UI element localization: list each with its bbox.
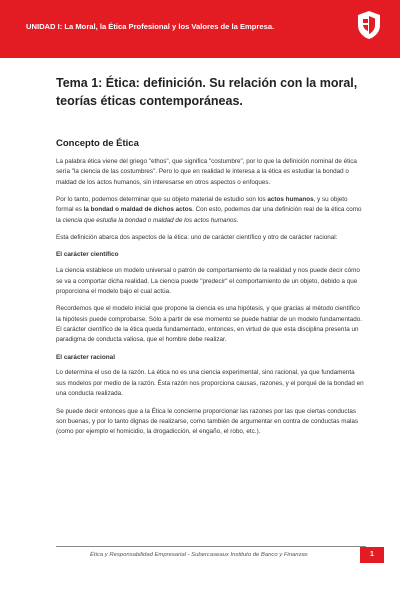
emphasis-italic: ciencia que estudia la bondad o maldad de los actos humanos (62, 216, 237, 224)
subheading-cientifico: El carácter científico (56, 251, 119, 259)
subheading-racional: El carácter racional (56, 353, 115, 361)
paragraph: Recordemos que el modelo inicial que propone la ciencia es una hipótesis, y que gracias al método científico la hipótesis puede comprobarse. Sólo a partir de ese momento se puede hablar de un modelo fundamentado. El carácter científico de la ética queda fundamentado, entonces, en virtud de que esta disciplina presenta un paradigma de conducta valiosa, que el hombre debe realizar. (56, 305, 362, 344)
paragraph: Esta definición abarca dos aspectos de la ética: uno de carácter científico y otro de carácter racional: (56, 234, 338, 242)
footer-divider (56, 546, 366, 547)
paragraph: Se puede decir entonces que a la Ética le concierne proporcionar las razones por las que ciertas conductas son buenas, y por lo tanto dignas de realizarse, como también de argumentar en contra de conductas malas (como por ejemplo el homicidio, la drogadicción, el engaño, el robo, etc.). (56, 407, 359, 436)
footer-text: Ética y Responsabilidad Empresarial - Subercaseaux Instituto de Banco y Finanzas (90, 552, 308, 558)
section-title: Concepto de Ética (56, 138, 139, 149)
text-run: . Con esto, podemos dar una definición real de la ética como la (56, 206, 362, 224)
text-run: Por lo tanto, podemos determinar que su objeto material de estudio son los (56, 196, 268, 204)
institution-logo (356, 10, 382, 40)
paragraph: La palabra ética viene del griego "ethos", que significa "costumbre", por lo que la definición nominal de ética sería "la ciencia de las costumbres". Pero lo que en realidad le interesa a la ética es estudiar la bondad o maldad de los actos humanos, sin interesarse en otros aspectos o enfoques. (56, 158, 357, 186)
document-body (56, 157, 366, 445)
emphasis-bold: actos humanos (267, 196, 314, 204)
page-header (0, 0, 400, 58)
text-run: . (236, 216, 239, 224)
emphasis-bold: la bondad o maldad de dichos actos (83, 206, 193, 214)
document-title: Tema 1: Ética: definición. Su relación con la moral, teorías éticas contemporáneas. (56, 76, 358, 108)
paragraph: Lo determina el uso de la razón. La ética no es una ciencia experimental, sino racional, ya que fundamenta sus modelos por medio de la razón. Ésta razón nos proporciona causas, razones, y el porqué de la bondad en una conducta realizada. (56, 369, 364, 398)
paragraph (56, 195, 366, 226)
paragraph: La ciencia establece un modelo universal o patrón de comportamiento de la realidad y nos puede decir cómo se va a comportar dicha realidad. La ciencia puede "predecir" el comportamiento de un objeto, debido a que proporciona el modelo bajo el cual actúa. (56, 267, 360, 295)
text-run: , y su objeto formal es (56, 196, 348, 214)
page-number: 1 (360, 547, 384, 563)
unit-title: UNIDAD I: La Moral, la Ética Profesional y los Valores de la Empresa. (26, 22, 275, 31)
